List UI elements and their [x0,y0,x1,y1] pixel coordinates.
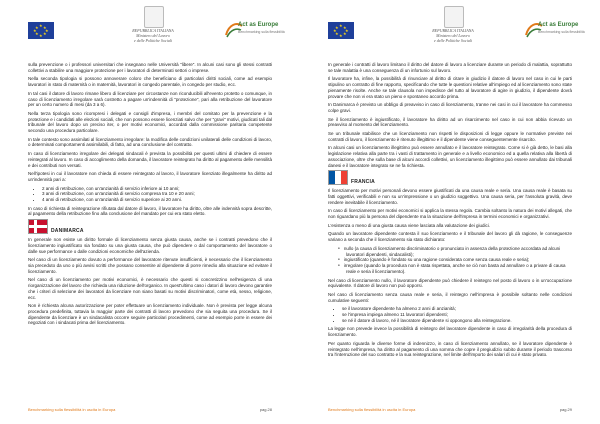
footer-text: Benchmarking sulla flessibilità in uscita in Europa [328,407,416,412]
paragraph: Nella seconda tipologia si possono annoverare coloro che beneficiano di particolari diritti sociali, come ad esempio lavoratori in stato di maternità o in maternità, lavoratori in congedo parentale, in congedo per studio, ecc. [28,76,272,88]
paragraph: Se un tribunale stabilisce che un licenziamento non rispetti le disposizioni di legge oppure le normative previste nei contratti di lavoro, il licenziamento è ritenuto illegittimo e il dipendente viene conseguentemente risarcito. [328,131,572,142]
paragraph: Il lavoratore ha, infine, la possibilità di rinunciare al diritto di citare in giudizio il datore di lavoro nel caso in cui le parti stipulino un contratto di fine rapporto, specificando che tutte le questioni relative all'impiego ed al licenziamento sono state pienamente risolte. Anche se tale clausola non impedisce del tutto al lavoratore di agire in giudizio, il dipendente dovrà provare che non vi era stato un pieno e spontaneo accordo prima. [328,76,572,99]
act-as-europe-logo [524,18,585,46]
section-title: DANIMARCA [51,228,84,235]
list-item: • se né il datore di lavoro, né il lavoratore dipendente si oppongono alla reintegrazione. [342,318,572,324]
paragraph: Nell'ipotesi in cui il lavoratore non chieda di essere reintegrato al lavoro, il lavoratore licenziato illegalmente ha diritto ad un'indennità pari a: [28,171,272,182]
logo-title: Act as Europe [238,22,279,28]
paragraph: Per quanto riguarda le diverse forme di indennizzo, in caso di licenziamento annullato, se il lavoratore dipendente è reintegrato nell'impresa, ha diritto al pagamento di una somma che copre il pregiudizio subito durante il periodo trascorso tra l'interruzione del suo contratto e la sua reintegrazione, nel limite dell'importo dei salari di cui è stato privato. [328,340,572,358]
italian-republic-emblem: REPUBBLICA ITALIANA Ministero del Lavoro e delle Politiche Sociali [120,6,186,50]
list-item: • 4 anni di retribuzione, con un'anzianità di servizio superiore ai 20 anni. [42,197,272,203]
denmark-flag-icon [28,219,48,234]
paragraph: In tal casi il datore di lavoro rimane libero di licenziare per circostanze non riconducibili all'evento protetto o comunque, in caso di licenziamento irregolare sarà costretto a pagare un'indennità di "protezione", pari alla retribuzione del lavoratore per un certo numero di mesi (da 3 a 6). [28,90,272,108]
page-right [300,0,600,424]
page-header [328,4,585,52]
paragraph: Nel caso di un licenziamento per motivi economici, è necessario che questi si concretizzino nell'esigenza di una riorganizzazione del lavoro che richieda una riduzione dell'organico. In quest'ultimo caso i datori di lavoro devono garantire che i criteri di selezione dei lavoratori da licenziare non siano basati su motivi discriminatori, come età, sesso, religione, ecc. [28,277,272,300]
paragraph: Nel caso di un licenziamento dovuto a performance del lavoratore ritenute insufficienti, è necessario che il licenziamento sia preceduto da uno o più avvisi scritti che possano consentire al dipendente di porre rimedio alla situazione ed evitare il licenziamento. [28,257,272,274]
paragraph: Nella terza tipologia sono ricompresi i delegati e consigli d'impresa, i membri del comitato per la prevenzione e la protezione e i candidati alle elezioni sociali, che non possono essere licenziati salvo che per "gravi" motivi, giudicati tali dal tribunale del lavoro dopo un preciso iter, o per motivi economici, accordati dalla commissione paritaria competente secondo una procedura particolare. [28,110,272,134]
conditions-list [328,306,572,323]
eu-flag-icon: ★ ★ ★ ★ ★ ★ ★ ★ [28,22,54,39]
list-item: • 2 anni di retribuzione, con un'anzianità di servizio inferiore ai 10 anni; [42,186,272,192]
paragraph: L'esistenza o meno di una giusta causa viene lasciata alla valutazione dei giudici. [328,222,490,228]
section-heading-france [328,171,572,185]
page-header [28,4,285,52]
paragraph: Quando un lavoratore dipendente contesta il suo licenziamento e il tribunale del lavoro gli dà ragione, le conseguenze variano a seconda che il licenziamento sia stato dichiarato: [328,231,572,243]
logo-subtitle: Benchmarking sulla flessibilità [238,30,285,34]
court-outcomes-list [328,246,572,275]
paragraph: Non è richiesta alcuna autorizzazione per poter effettuare un licenziamento individuale. Non è prevista per legge alcuna procedura predefinita, tuttavia la maggior parte dei contratti di lavoro prevedono che sia seguita una procedura. Se il dipendente da licenziare è un sindacalista occorre seguire particolari procedimenti, come ad esempio porre in essere dei negoziati con i sindacati prima del licenziamento. [28,303,272,326]
page-body [328,62,572,394]
eu-flag-icon: ★ ★ ★ ★ ★ ★ ★ ★ [328,22,354,39]
paragraph: In tale contesto sono assimilati al licenziamento irregolare: la modifica delle condizioni unilaterali delle condizioni di lavoro, o determinati comportamenti assimilabili, di fatto, ad una conclusione del contratto. [28,136,272,148]
paragraph: sulla prevenzione o i professori universitari che insegnano nelle Università "libere". In alcuni casi sono gli stessi contratti collettivi a stabilire una maggiore protezione per i lavoratori di determinati settori o imprese. [28,62,272,73]
page-footer [28,404,272,412]
paragraph: Nel caso di licenziamento senza causa reale e seria, il reintegro nell'impresa è possibile soltanto nelle condizioni cumulative seguenti: [328,291,572,303]
paragraph: In caso di licenziamento irregolare dei delegati sindacali è prevista la possibilità per questi ultimi di chiedere di essere reintegrati al lavoro. In caso di accoglimento della domanda, il lavoratore reintegrato ha diritto al pagamento delle mensilità e dei contributi non versati. [28,151,272,168]
logo-title: Act as Europe [538,22,579,28]
paragraph: In caso di licenziamento per motivi economici si applica la stessa regola. Cambia soltanto la natura dei motivi allegati, che non riguardano più la persona del dipendente ma la situazione dell'impresa in termini economici e organizzativi. [328,208,572,220]
list-item: ● nullo (a causa di licenziamento discriminatorio o pronunciato in assenza della protezione accordata ad alcuni lavoratori dipendenti, sindacalisti); [346,246,572,257]
paragraph: Il licenziamento per motivi personali devono essere giustificati da una causa reale e seria. Una causa reale è basata su fatti oggettivi, verificabili e non su un'impressione o un giudizio soggettivo. Una causa seria, per l'assoluta gravità, deve rendere inevitabile il licenziamento. [328,188,572,205]
section-title: FRANCIA [351,179,375,186]
emblem-icon [144,6,164,28]
paragraph: La legge non prevede invece la possibilità di reintegro del lavoratore dipendente in caso di irregolarità della procedura di licenziamento. [328,326,572,338]
paragraph: Se il licenziamento è ingiustificato, il lavoratore ha diritto ad un risarcimento nel caso in cui non abbia ricevuto un preavviso al momento del licenziamento. [328,116,572,128]
paragraph: In generale i contratti di lavoro limitano il diritto del datore di lavoro a licenziare durante un periodo di malattia, soprattutto se tale malattia è una conseguenza di un infortunio sul lavoro. [328,62,572,73]
emblem-icon [444,6,464,28]
france-flag-icon [328,170,348,185]
page-number: pag.29 [559,407,572,412]
page-body [28,62,272,394]
page-footer [328,404,572,412]
paragraph: In caso di richiesta di reintegrazione rifiutata dal datore di lavoro, il lavoratore ha diritto, oltre alle indennità sopra descritte, al pagamento della retribuzione fino alla conclusione del mandato per cui era stato eletto. [28,205,272,217]
paragraph: In alcuni casi un licenziamento illegittimo può essere annullato e il lavoratore reintegrato. Come si è già detto, le basi alla legislazione relativa alla parte tra i vasti di trattamento in generale e a livello economico ed a quella relativa alla libertà di associazione, oltre che sulla base di alcuni accordi collettivi, un licenziamento illegittimo può essere annullato dai tribunali danesi e il lavoratore integrato se ne fa richiesta. [328,145,572,168]
list-item: ● irregolare (quando la procedura non è stata rispettata, anche se ciò non basta ad annullare o a privare di causa reale e seria il licenziamento). [346,263,572,274]
list-item: ● ingiustificato (quando è fondato su una ragione considerata come senza causa reale e seria); [346,257,572,263]
indemnity-list [28,186,272,203]
list-item: • se il lavoratore dipendente ha almeno 2 anni di anzianità; [342,306,572,312]
italian-republic-emblem: REPUBBLICA ITALIANA Ministero del Lavoro e delle Politiche Sociali [420,6,486,50]
section-heading-denmark [28,220,272,234]
list-item: • se l'impresa impiega almeno 11 lavoratori dipendenti; [342,312,572,318]
act-as-europe-logo [224,18,285,46]
list-item: • 3 anni di retribuzione, con un'anzianità di servizio compresa tra 10 e 20 anni; [42,191,272,197]
paragraph: In generale non esiste un diritto formale di licenziamento senza giusta causa, anche se i contratti prevedono che il licenziamento ingiustificato sia fondato su una giusta causa, che può dipendere o dal comportamento del lavoratore o dalle sue performance o dalle condizioni economiche dell'azienda. [28,237,272,254]
footer-text: Benchmarking sulla flessibilità in uscita in Europa [28,407,116,412]
page-number: pag.28 [259,407,272,412]
paragraph: In Danimarca è previsto un obbligo di preavviso in caso di licenziamento, tranne nei casi in cui il lavoratore ha commesso colpe gravi. [328,102,572,113]
paragraph: Nel caso di licenziamento nullo, il lavoratore dipendente può chiedere il reintegro nel posto di lavoro o in un'occupazione equivalente. Il datore di lavoro non può opporsi. [328,277,572,289]
logo-subtitle: Benchmarking sulla flessibilità [538,30,585,34]
